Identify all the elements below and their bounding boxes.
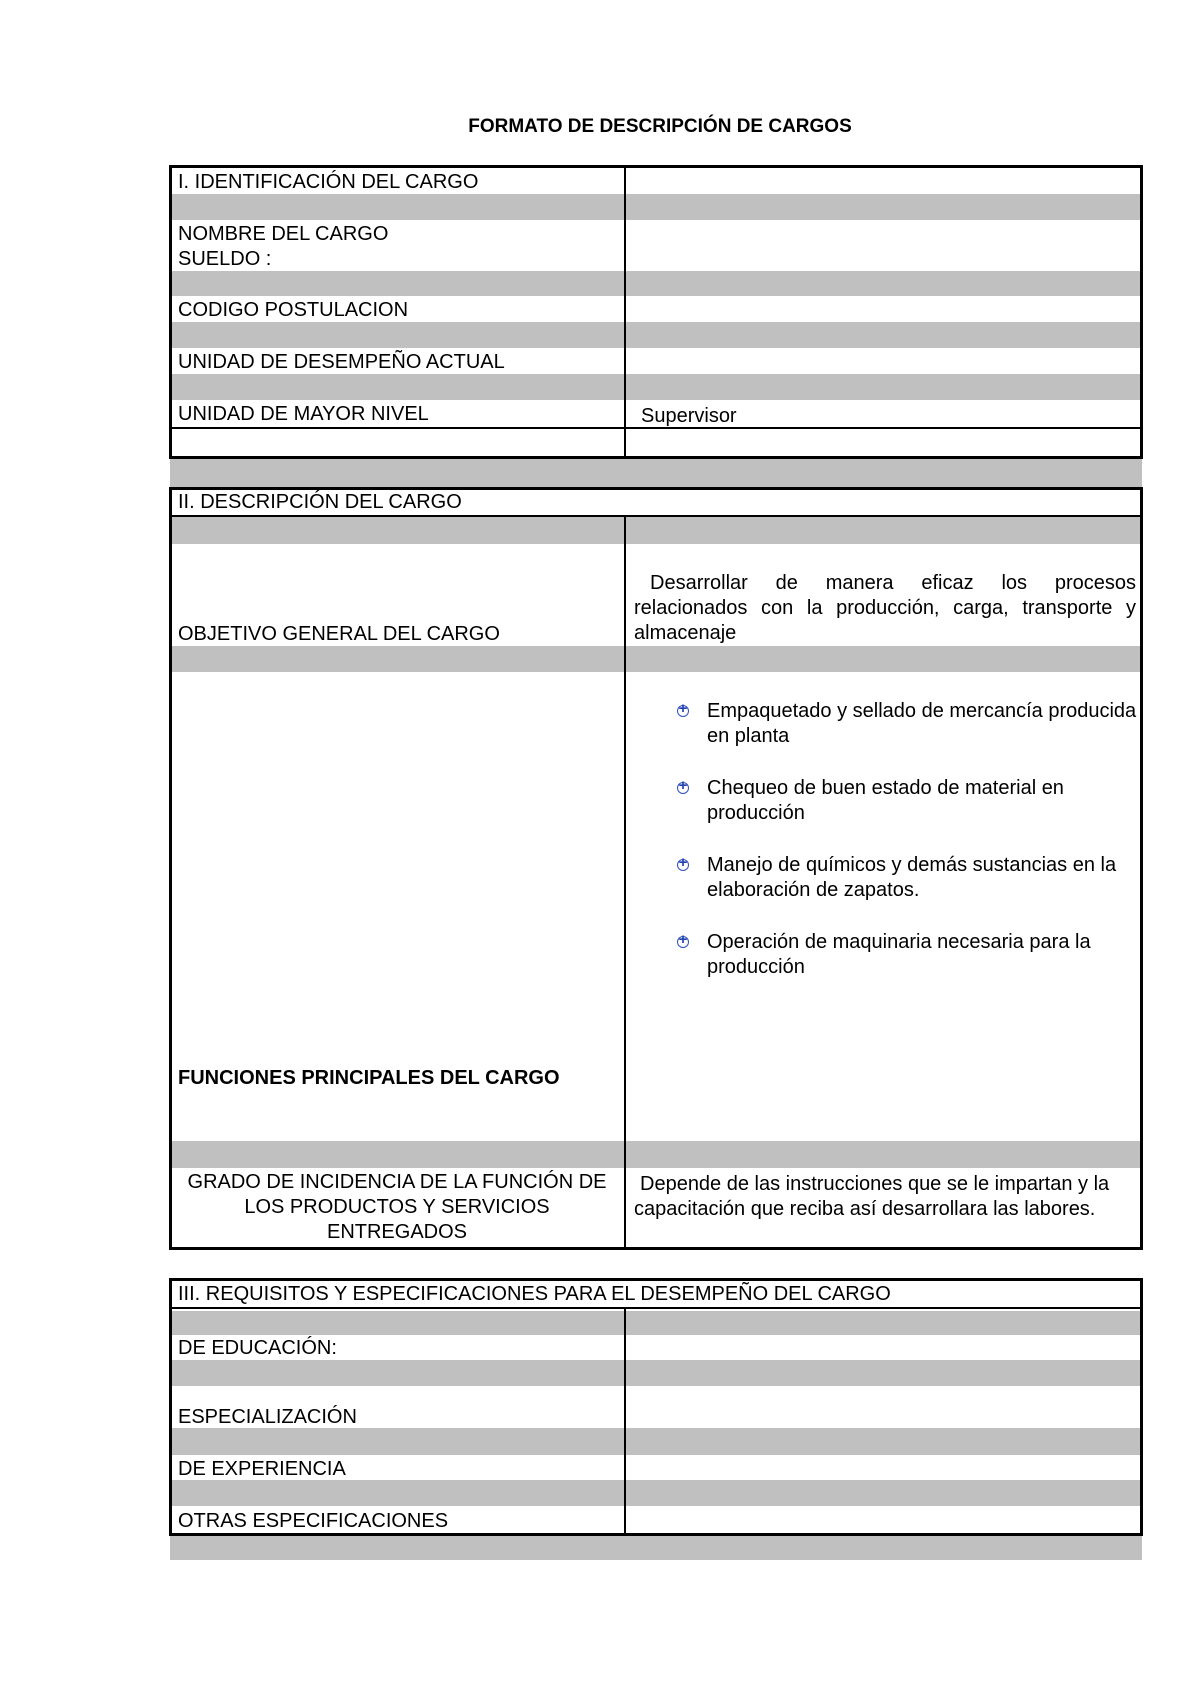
bullet-icon — [676, 781, 690, 795]
funcion-item: Empaquetado y sellado de mercancía producida en planta — [707, 700, 1137, 747]
experiencia-label: DE EXPERIENCIA — [178, 1458, 346, 1480]
sueldo-label: SUELDO : — [178, 248, 272, 270]
nombre-label: NOMBRE DEL CARGO — [178, 223, 389, 245]
grado-label: GRADO DE INCIDENCIA DE LA FUNCIÓN DE LOS PRODUCTOS Y SERVICIOS ENTREGADOS — [187, 1171, 607, 1243]
funcion-item: Operación de maquinaria necesaria para la producción — [707, 931, 1091, 978]
codigo-label: CODIGO POSTULACION — [178, 299, 409, 321]
section2-heading: II. DESCRIPCIÓN DEL CARGO — [178, 491, 462, 513]
section1-heading: I. IDENTIFICACIÓN DEL CARGO — [178, 171, 479, 193]
objetivo-value: Desarrollar de manera eficaz los procesos relacionados con la producción, carga, transporte y almacenaje — [634, 572, 1136, 644]
funcion-item: Manejo de químicos y demás sustancias en la elaboración de zapatos. — [707, 854, 1117, 901]
unidad-actual-label: UNIDAD DE DESEMPEÑO ACTUAL — [178, 351, 505, 373]
unidad-mayor-label: UNIDAD DE MAYOR NIVEL — [178, 403, 429, 425]
funcion-item: Chequeo de buen estado de material en producción — [707, 777, 1064, 824]
section3-heading: III. REQUISITOS Y ESPECIFICACIONES PARA EL DESEMPEÑO DEL CARGO — [178, 1283, 891, 1305]
bullet-icon — [676, 704, 690, 718]
funciones-label: FUNCIONES PRINCIPALES DEL CARGO — [178, 1067, 560, 1089]
educacion-label: DE EDUCACIÓN: — [178, 1337, 337, 1359]
otras-label: OTRAS ESPECIFICACIONES — [178, 1510, 449, 1532]
document-title: FORMATO DE DESCRIPCIÓN DE CARGOS — [468, 116, 852, 137]
especializacion-label: ESPECIALIZACIÓN — [178, 1406, 357, 1428]
objetivo-label: OBJETIVO GENERAL DEL CARGO — [178, 623, 500, 645]
bullet-icon — [676, 858, 690, 872]
grado-value: Depende de las instrucciones que se le impartan y la capacitación que reciba así desarrollara las labores. — [634, 1173, 1110, 1220]
bullet-icon — [676, 935, 690, 949]
unidad-mayor-value: Supervisor — [641, 405, 737, 427]
